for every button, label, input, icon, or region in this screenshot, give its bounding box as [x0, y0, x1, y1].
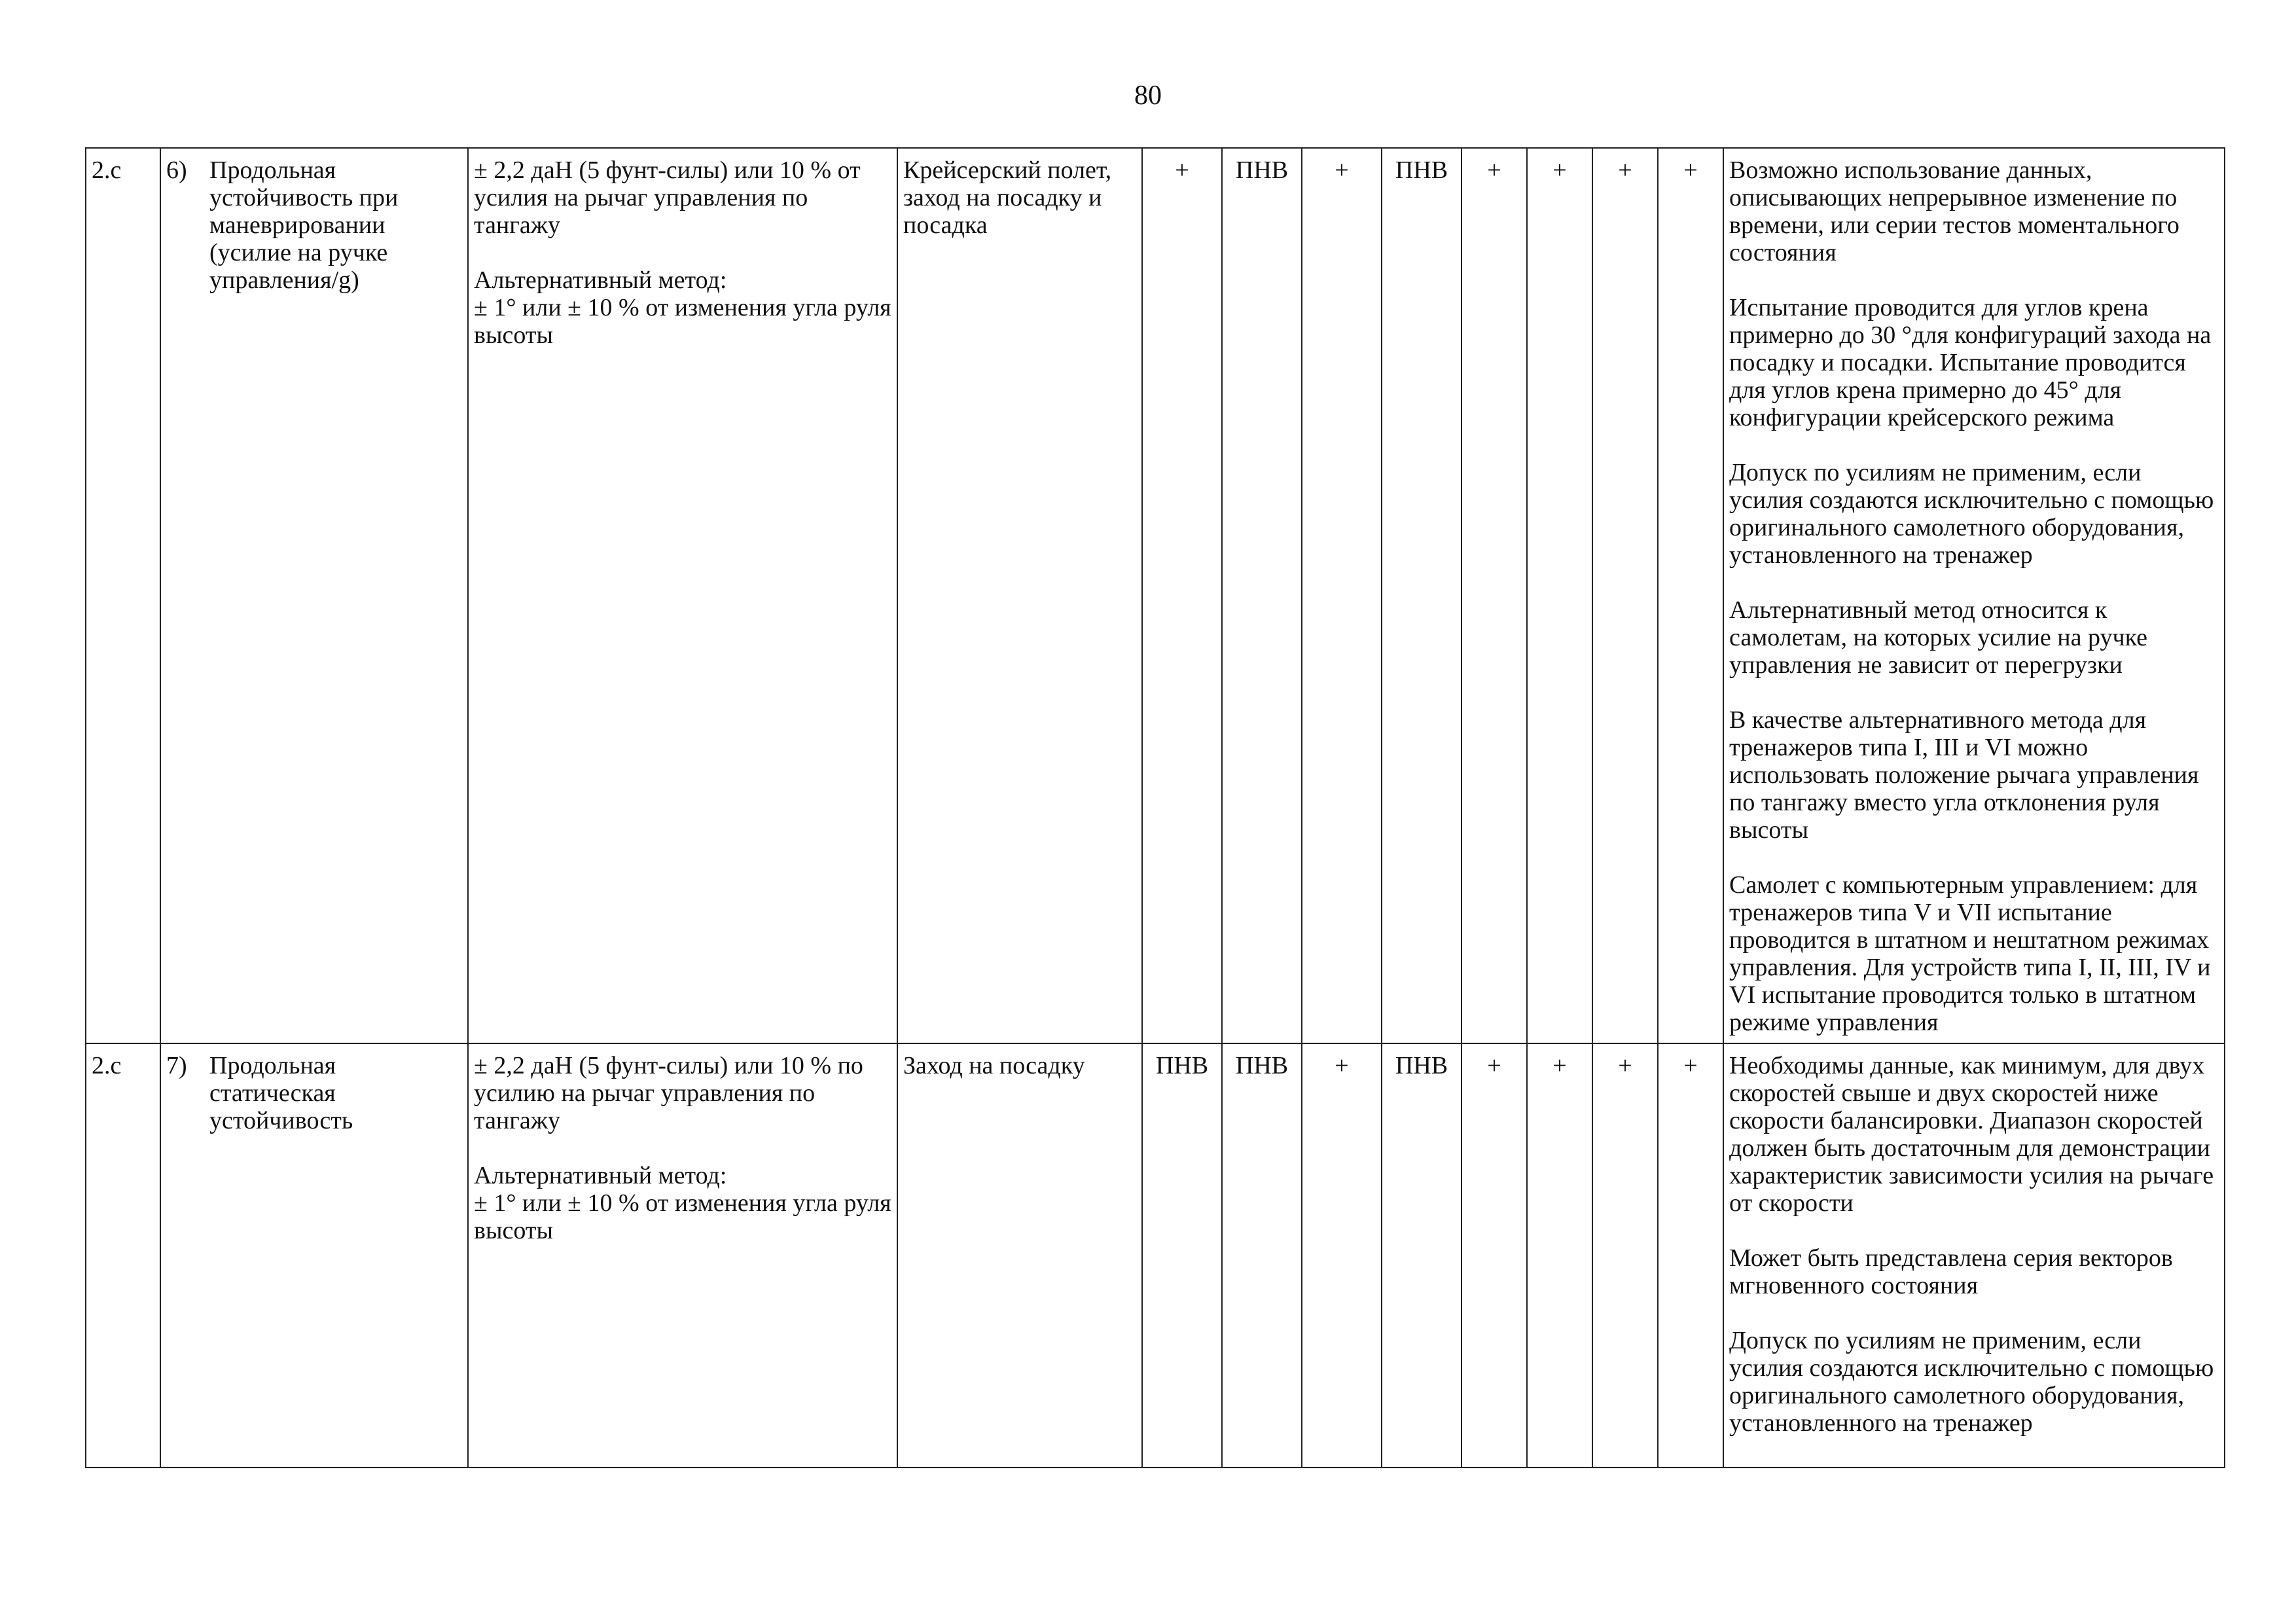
mark-cell: +: [1302, 1043, 1382, 1468]
section-cell: 2.c: [86, 1043, 160, 1468]
mark-cell: +: [1592, 1043, 1658, 1468]
conditions-cell: Крейсерский полет, заход на посадку и посадка: [897, 148, 1142, 1043]
tolerance-text: ± 2,2 даН (5 фунт-силы) или 10 % по усилию на рычаг управления по тангажу: [474, 1052, 863, 1134]
mark-cell: +: [1302, 148, 1382, 1043]
mark-cell: +: [1592, 148, 1658, 1043]
note-paragraph: Необходимы данные, как минимум, для двух скоростей свыше и двух скоростей ниже скорости балансировки. Диапазон скоростей должен быть достаточным для демонстрации характеристик зависимости усилия на рычаге от скорости: [1729, 1052, 2214, 1217]
note-paragraph: Самолет с компьютерным управлением: для тренажеров типа V и VII испытание проводится в штатном и нештатном режимах управления. Для устройств типа I, II, III, IV и VI испытание проводится только в штатном режиме управления: [1729, 871, 2211, 1036]
mark-cell: ПНВ: [1142, 1043, 1222, 1468]
test-title-cell: [160, 148, 468, 1043]
page-number: 80: [1134, 81, 1162, 111]
mark-cell: +: [1142, 148, 1222, 1043]
mark-cell: +: [1527, 1043, 1592, 1468]
tolerance-cell: [468, 1043, 897, 1468]
note-paragraph: Альтернативный метод относится к самолетам, на которых усилие на ручке управления не зависит от перегрузки: [1729, 596, 2147, 679]
mark-cell: ПНВ: [1222, 1043, 1302, 1468]
table-row: [86, 1043, 2225, 1468]
mark-cell: +: [1527, 148, 1592, 1043]
note-paragraph: Возможно использование данных, описывающих непрерывное изменение по времени, или серии тестов моментального состояния: [1729, 156, 2179, 266]
test-title: Продольная статическая устойчивость: [209, 1052, 353, 1134]
note-paragraph: Допуск по усилиям не применим, если усилия создаются исключительно с помощью оригинального самолетного оборудования, установленного на тренажер: [1729, 1327, 2214, 1437]
notes-cell: [1723, 148, 2225, 1043]
section-cell: 2.c: [86, 148, 160, 1043]
table-row: [86, 148, 2225, 1043]
test-title-cell: [160, 1043, 468, 1468]
mark-cell: +: [1462, 1043, 1527, 1468]
item-number: 7): [166, 1052, 187, 1079]
alt-method-text: ± 1° или ± 10 % от изменения угла руля высоты: [474, 294, 891, 349]
mark-cell: +: [1658, 148, 1723, 1043]
mark-cell: ПНВ: [1382, 1043, 1462, 1468]
test-title: Продольная устойчивость при маневрировании (усилие на ручке управления/g): [209, 156, 399, 294]
mark-cell: ПНВ: [1382, 148, 1462, 1043]
item-number: 6): [166, 156, 187, 184]
conditions-cell: Заход на посадку: [897, 1043, 1142, 1468]
alt-method-label: Альтернативный метод:: [474, 1162, 727, 1189]
requirements-table: [85, 147, 2225, 1468]
mark-cell: +: [1462, 148, 1527, 1043]
mark-cell: +: [1658, 1043, 1723, 1468]
note-paragraph: Испытание проводится для углов крена примерно до 30 °для конфигураций захода на посадку и посадки. Испытание проводится для углов крена примерно до 45° для конфигурации крейсерского режима: [1729, 294, 2212, 431]
mark-cell: ПНВ: [1222, 148, 1302, 1043]
notes-cell: [1723, 1043, 2225, 1468]
note-paragraph: В качестве альтернативного метода для тренажеров типа I, III и VI можно использовать положение рычага управления по тангажу вместо угла отклонения руля высоты: [1729, 706, 2199, 844]
note-paragraph: Может быть представлена серия векторов мгновенного состояния: [1729, 1244, 2173, 1299]
alt-method-label: Альтернативный метод:: [474, 266, 727, 294]
tolerance-cell: [468, 148, 897, 1043]
alt-method-text: ± 1° или ± 10 % от изменения угла руля высоты: [474, 1189, 891, 1244]
tolerance-text: ± 2,2 даН (5 фунт-силы) или 10 % от усилия на рычаг управления по тангажу: [474, 156, 861, 239]
note-paragraph: Допуск по усилиям не применим, если усилия создаются исключительно с помощью оригинального самолетного оборудования, установленного на тренажер: [1729, 459, 2214, 569]
